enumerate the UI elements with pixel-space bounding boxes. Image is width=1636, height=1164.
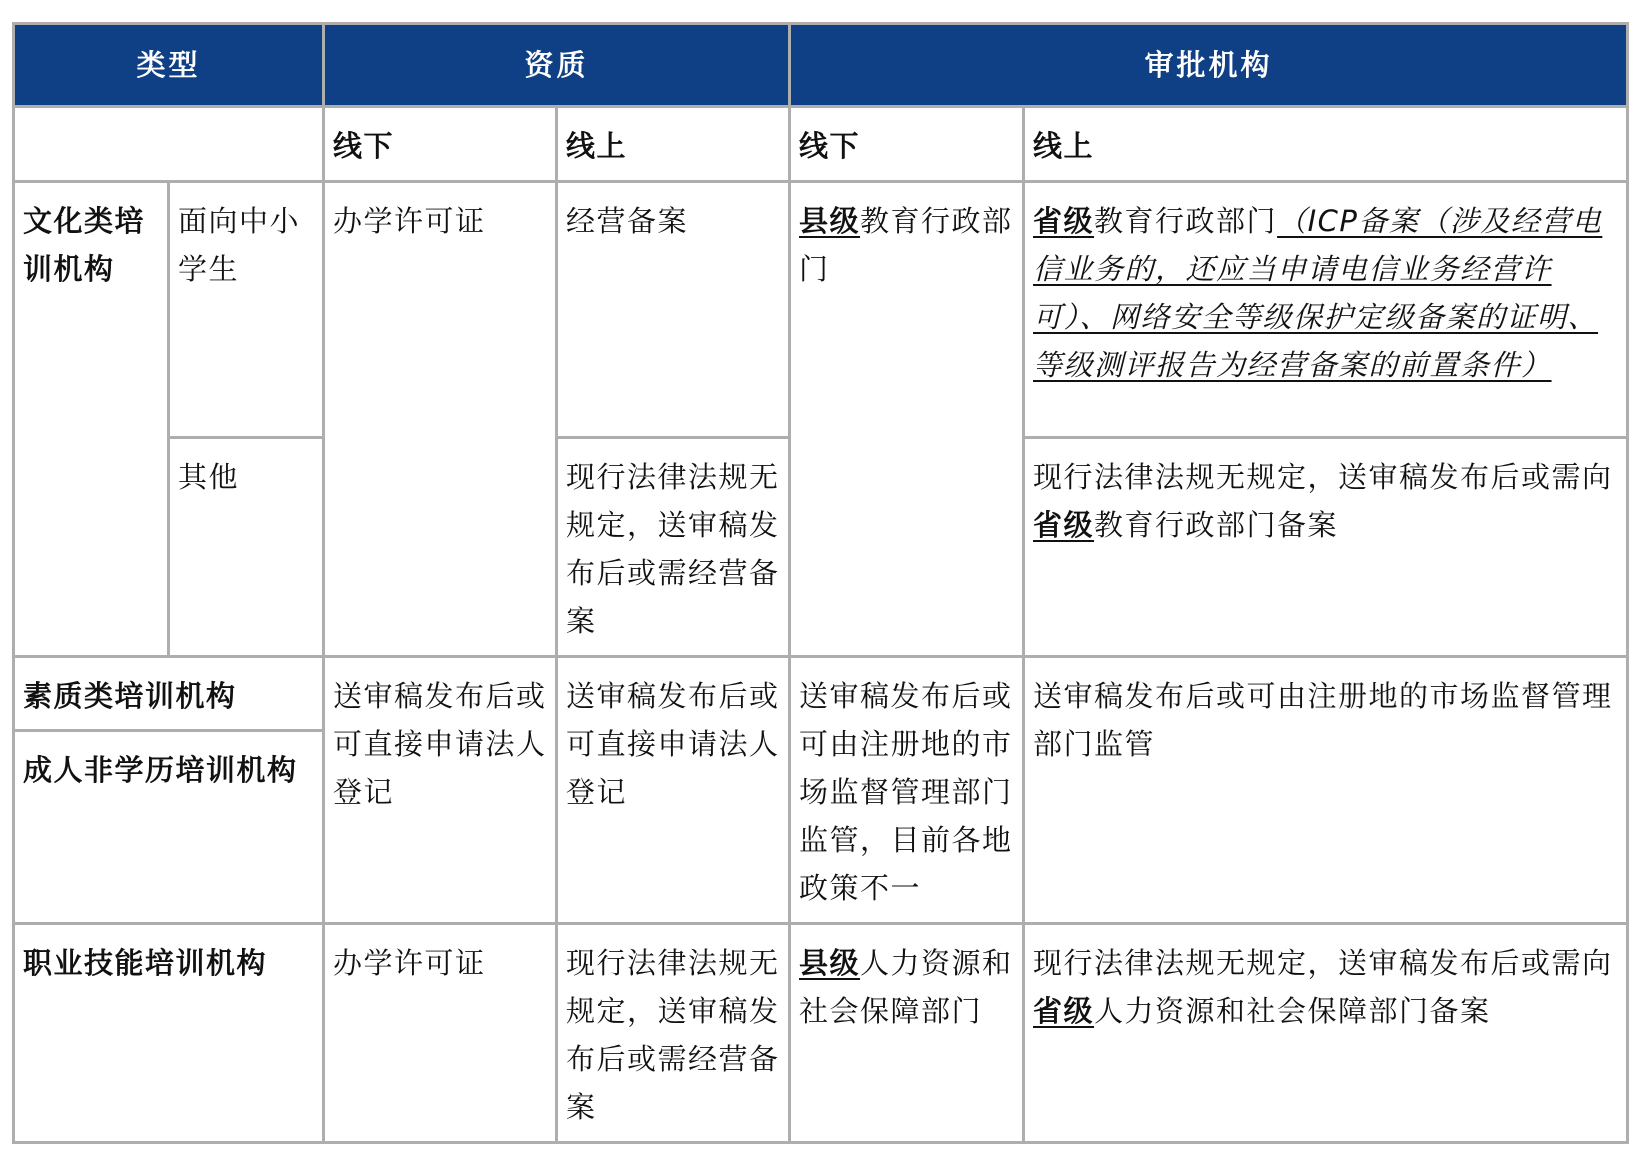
culture-qual-offline: 办学许可证 <box>324 182 557 657</box>
province-level-text: 省级 <box>1033 204 1095 238</box>
quality-qual-online: 送审稿发布后或可直接申请法人登记 <box>557 657 790 924</box>
vocational-approval-pre: 现行法律法规无规定，送审稿发布后或需向 <box>1033 946 1613 980</box>
quality-category-cell <box>14 657 324 924</box>
approval-online-dept: 教育行政部门 <box>1094 204 1278 238</box>
vocational-category: 职业技能培训机构 <box>14 924 324 1143</box>
vocational-approval-online <box>1024 924 1628 1143</box>
vocational-qual-offline: 办学许可证 <box>324 924 557 1143</box>
vocational-row <box>14 924 1628 1143</box>
culture-other-label: 其他 <box>169 438 324 657</box>
vocational-approval-offline <box>790 924 1024 1143</box>
training-institution-table <box>12 22 1629 1144</box>
county-level-text: 县级 <box>799 946 861 980</box>
culture-k12-approval-online <box>1024 182 1628 438</box>
quality-approval-offline: 送审稿发布后或可由注册地的市场监督管理部门监管，目前各地政策不一 <box>790 657 1024 924</box>
subheader-approval-online: 线上 <box>1024 107 1628 182</box>
quality-approval-online: 送审稿发布后或可由注册地的市场监督管理部门监管 <box>1024 657 1628 924</box>
subheader-qual-online: 线上 <box>557 107 790 182</box>
other-approval-pre: 现行法律法规无规定，送审稿发布后或需向 <box>1033 460 1613 494</box>
header-qualification: 资质 <box>324 24 790 107</box>
subheader-qual-offline: 线下 <box>324 107 557 182</box>
subheader-approval-offline: 线下 <box>790 107 1024 182</box>
quality-row <box>14 657 1628 924</box>
header-type: 类型 <box>14 24 324 107</box>
culture-k12-qual-online: 经营备案 <box>557 182 790 438</box>
subheader-row <box>14 107 1628 182</box>
subheader-empty <box>14 107 324 182</box>
vocational-approval-post: 人力资源和社会保障部门备案 <box>1094 994 1491 1028</box>
quality-category: 素质类培训机构 <box>15 658 322 732</box>
province-level-text: 省级 <box>1033 994 1095 1028</box>
province-level-text: 省级 <box>1033 508 1095 542</box>
culture-other-approval-online <box>1024 438 1628 657</box>
adult-category: 成人非学历培训机构 <box>23 753 298 787</box>
vocational-qual-online: 现行法律法规无规定，送审稿发布后或需经营备案 <box>557 924 790 1143</box>
culture-k12-row <box>14 182 1628 438</box>
culture-approval-offline <box>790 182 1024 657</box>
approval-offline-dept: 教育行政部门 <box>799 204 1013 286</box>
culture-category: 文化类培训机构 <box>14 182 169 657</box>
vocational-approval-dept: 人力资源和社会保障部门 <box>799 946 1013 1028</box>
county-level-text: 县级 <box>799 204 861 238</box>
other-approval-post: 教育行政部门备案 <box>1094 508 1339 542</box>
culture-k12-label: 面向中小学生 <box>169 182 324 438</box>
header-row <box>14 24 1628 107</box>
header-approval: 审批机构 <box>790 24 1628 107</box>
icp-note: （ICP备案（涉及经营电信业务的，还应当申请电信业务经营许可）、网络安全等级保护定级备案的证明、等级测评报告为经营备案的前置条件） <box>1033 204 1603 382</box>
quality-qual-offline: 送审稿发布后或可直接申请法人登记 <box>324 657 557 924</box>
culture-other-qual-online: 现行法律法规无规定，送审稿发布后或需经营备案 <box>557 438 790 657</box>
